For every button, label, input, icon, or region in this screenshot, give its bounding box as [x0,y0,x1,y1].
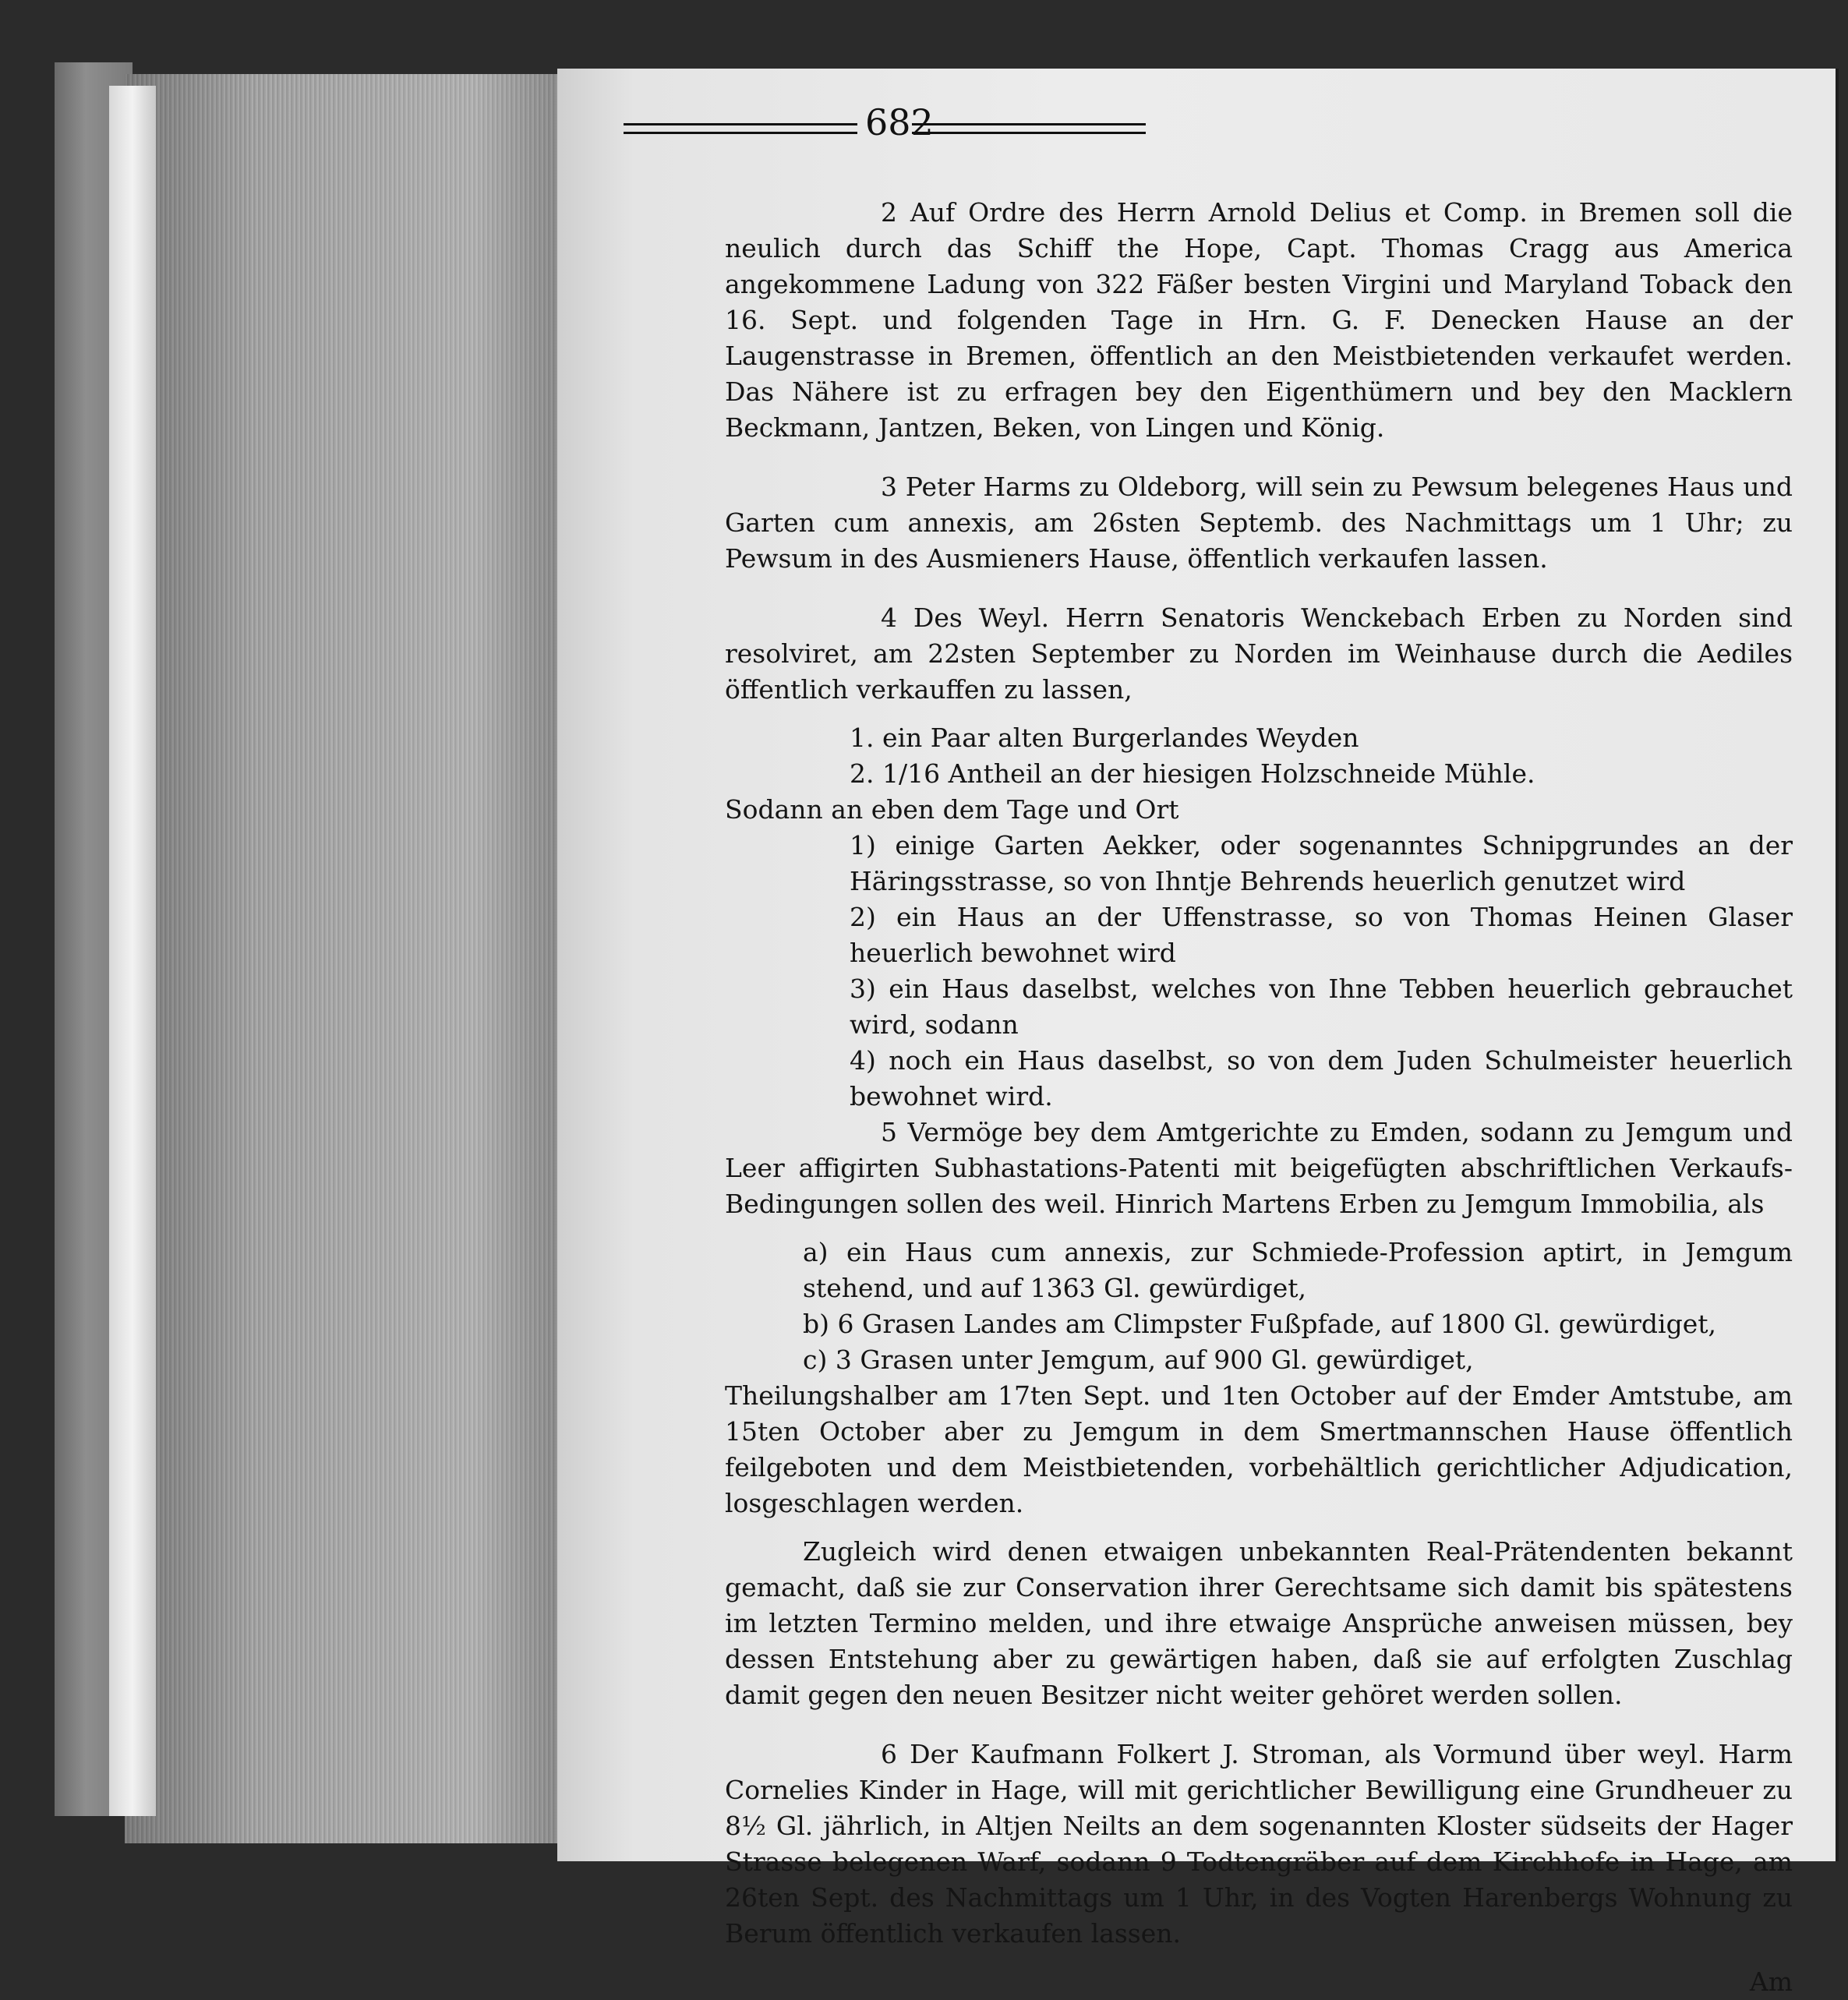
list-item: 1. ein Paar alten Burgerlandes Weyden [850,723,1359,753]
catchword: Am [1749,1966,1793,1997]
list-item: 4) noch ein Haus daselbst, so von dem Juden Schulmeister heuerlich bewohnet wird. [850,1045,1793,1111]
list-item: b) 6 Grasen Landes am Climpster Fußpfade, auf 1800 Gl. gewürdiget, [803,1309,1716,1339]
list-item: 3) ein Haus daselbst, welches von Ihne Tebben heuerlich gebrauchet wird, sodann [850,973,1793,1040]
page-number: 682 [865,101,934,143]
entry-6: 6 Der Kaufmann Folkert J. Stroman, als Vormund über weyl. Harm Cornelies Kinder in Hage, will mit gerichtlicher Bewilligung eine Grundheuer zu 8½ Gl. jährlich, in Altjen Neilts an dem sogenannten Kloster südseits der Hager Strasse belegenen Warf, sodann 9 Todtengräber auf dem Kirchhofe in Hage, am 26ten Sept. des Nachmittags um 1 Uhr, in des Vogten Harenbergs Wohnung zu Berum öffentlich verkaufen lassen. [725,1739,1793,1949]
entry-2: 2 Auf Ordre des Herrn Arnold Delius et Comp. in Bremen soll die neulich durch das Schiff the Hope, Capt. Thomas Cragg aus America angekommene Ladung von 322 Fäßer besten Virgini und Maryland Toback den 16. Sept. und folgenden Tage in Hrn. G. F. Denecken Hause an der Laugenstrasse in Bremen, öffentlich an den Meistbietenden verkaufet werden. Das Nähere ist zu erfragen bey den Eigenthümern und bey den Macklern Beckmann, Jantzen, Beken, von Lingen und König. [725,197,1793,443]
header-rule-right [912,123,1146,134]
page-text [725,195,1793,2000]
page-edges [125,74,561,1843]
entry-5: 5 Vermöge bey dem Amtgerichte zu Emden, sodann zu Jemgum und Leer affigirten Subhastations-Patenti mit beigefügten abschriftlichen Verkaufs-Bedingungen sollen des weil. Hinrich Martens Erben zu Jemgum Immobilia, als [725,1117,1793,1219]
sodann-line: Sodann an eben dem Tage und Ort [725,794,1179,825]
entry-4: 4 Des Weyl. Herrn Senatoris Wenckebach Erben zu Norden sind resolviret, am 22sten September zu Norden im Weinhause durch die Aediles öffentlich verkauffen zu lassen, [725,602,1793,705]
edge-shading [125,74,561,1843]
entry-5-continuation: Theilungshalber am 17ten Sept. und 1ten October auf der Emder Amtstube, am 15ten October aber zu Jemgum in dem Smertmannschen Hause öffentlich feilgeboten und dem Meistbietenden, vorbehältlich gerichtlicher Adjudication, losgeschlagen werden. [725,1380,1793,1518]
page-header [421,101,1590,148]
header-rule-left [624,123,857,134]
entry-5-notice: Zugleich wird denen etwaigen unbekannten Real-Prätendenten bekannt gemacht, daß sie zur Conservation ihrer Gerechtsame sich damit bis spätestens im letzten Termino melden, und ihre etwaige Ansprüche anweisen müssen, bey dessen Entstehung aber zu gewärtigen haben, daß sie auf erfolgten Zuschlag damit gegen den neuen Besitzer nicht weiter gehöret werden sollen. [725,1536,1793,1710]
entry-3: 3 Peter Harms zu Oldeborg, will sein zu Pewsum belegenes Haus und Garten cum annexis, am 26sten Septemb. des Nachmittags um 1 Uhr; zu Pewsum in des Ausmieners Hause, öffentlich verkaufen lassen. [725,472,1793,574]
list-item: a) ein Haus cum annexis, zur Schmiede-Profession aptirt, in Jemgum stehend, und auf 1363 Gl. gewürdiget, [803,1237,1793,1303]
spine-edge [109,86,156,1816]
list-item: 1) einige Garten Aekker, oder sogenanntes Schnipgrundes an der Häringsstrasse, so von Ihntje Behrends heuerlich genutzet wird [850,830,1793,896]
list-item: 2) ein Haus an der Uffenstrasse, so von Thomas Heinen Glaser heuerlich bewohnet wird [850,902,1793,968]
list-item: 2. 1/16 Antheil an der hiesigen Holzschneide Mühle. [850,758,1535,789]
list-item: c) 3 Grasen unter Jemgum, auf 900 Gl. gewürdiget, [803,1345,1474,1375]
